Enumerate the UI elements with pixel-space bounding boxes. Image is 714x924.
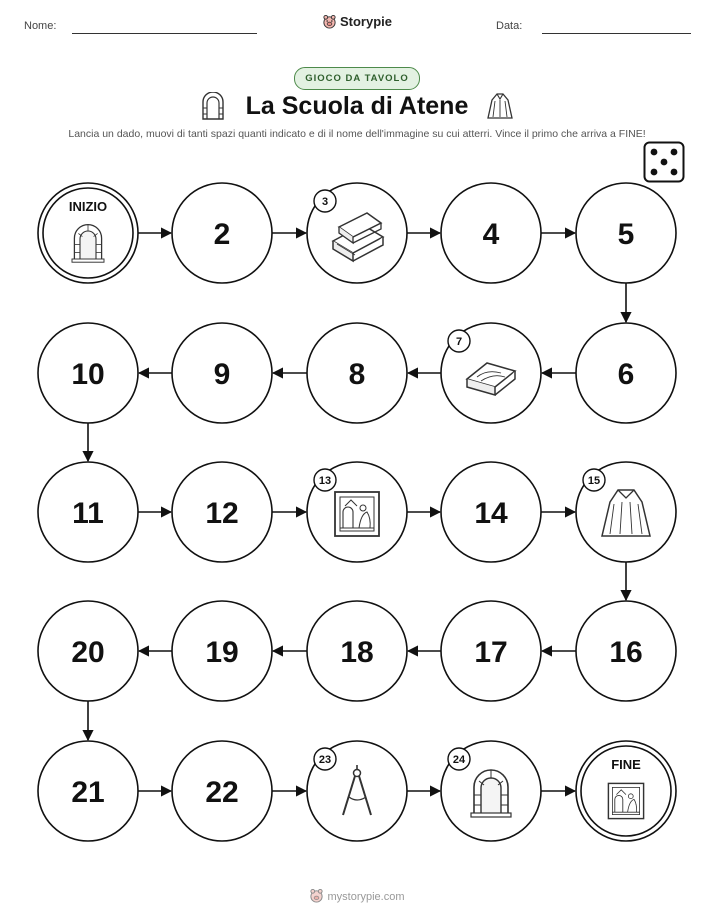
board-space-20 <box>38 601 138 701</box>
fresco-icon <box>335 492 379 536</box>
space-number: 18 <box>340 636 374 669</box>
board-space-25 <box>576 741 676 841</box>
board-space-7 <box>441 323 541 423</box>
instructions: Lancia un dado, muovi di tanti spazi quanti indicato e di il nome dell'immagine su cui atterri. Vince il primo che arriva a FINE! <box>68 128 646 140</box>
space-number: 5 <box>617 218 635 251</box>
space-number: 16 <box>609 636 643 669</box>
space-number: 14 <box>474 497 508 530</box>
space-number: 12 <box>205 497 239 530</box>
board-space-5 <box>576 183 676 283</box>
space-number: 22 <box>205 776 239 809</box>
arch-icon <box>471 770 511 817</box>
board-space-14 <box>441 462 541 562</box>
board-space-18 <box>307 601 407 701</box>
space-number: 7 <box>455 336 463 348</box>
board-space-16 <box>576 601 676 701</box>
space-number: 4 <box>482 218 500 251</box>
board-space-24 <box>441 741 541 841</box>
board-space-1 <box>38 183 138 283</box>
space-number: 8 <box>348 358 366 391</box>
fresco-icon <box>608 783 643 818</box>
space-number: 10 <box>71 358 105 391</box>
space-number: 23 <box>318 754 332 766</box>
board-space-21 <box>38 741 138 841</box>
name-label: Nome: <box>24 20 57 32</box>
board-space-4 <box>441 183 541 283</box>
space-number: 24 <box>452 754 466 766</box>
footer-url: mystorypie.com <box>327 891 405 903</box>
space-number: 15 <box>587 475 601 487</box>
date-label: Data: <box>496 20 523 32</box>
page-title: La Scuola di Atene <box>245 92 469 120</box>
board-space-13 <box>307 462 407 562</box>
board-space-17 <box>441 601 541 701</box>
space-number: 3 <box>321 196 329 208</box>
board-space-9 <box>172 323 272 423</box>
board-space-2 <box>172 183 272 283</box>
brand-name: Storypie <box>339 14 392 29</box>
space-number: 19 <box>205 636 239 669</box>
space-number: 13 <box>318 475 332 487</box>
start-label: INIZIO <box>68 199 108 214</box>
board-space-10 <box>38 323 138 423</box>
board-space-6 <box>576 323 676 423</box>
space-number: 11 <box>72 497 104 530</box>
board-space-3 <box>307 183 407 283</box>
board-space-11 <box>38 462 138 562</box>
board-space-12 <box>172 462 272 562</box>
board-space-15 <box>576 462 676 562</box>
space-number: 17 <box>474 636 508 669</box>
footer <box>0 888 714 903</box>
board-space-22 <box>172 741 272 841</box>
board-space-8 <box>307 323 407 423</box>
board-space-23 <box>307 741 407 841</box>
space-number: 6 <box>617 358 635 391</box>
arch-icon <box>72 225 104 263</box>
game-type-badge: GIOCO DA TAVOLO <box>294 67 420 90</box>
space-number: 9 <box>213 358 231 391</box>
board-space-19 <box>172 601 272 701</box>
finish-label: FINE <box>611 757 641 772</box>
space-number: 21 <box>71 776 105 809</box>
space-number: 20 <box>71 636 105 669</box>
space-number: 2 <box>213 218 231 251</box>
pig-icon <box>309 888 324 903</box>
